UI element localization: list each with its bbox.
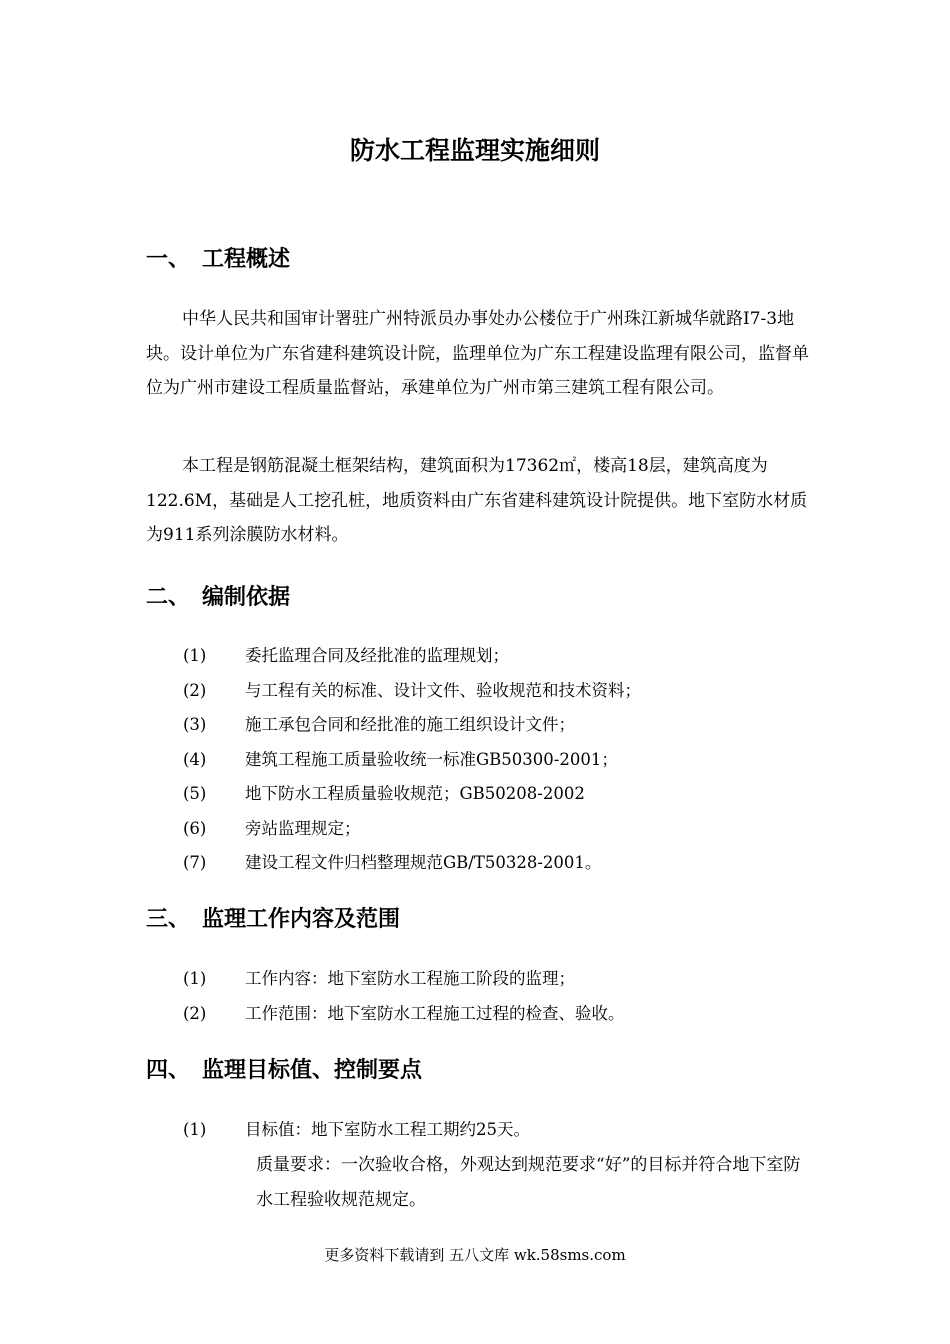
item-text: 目标值：地下室防水工程工期约25天。 [245,1120,530,1139]
item-number: (1) [183,646,207,665]
section-number: 四、 [146,1058,191,1083]
item-text: 工作范围：地下室防水工程施工过程的检查、验收。 [245,1003,625,1023]
targets-list [183,1113,530,1148]
item-number: (6) [183,818,207,838]
quality-requirement-text: 质量要求：一次验收合格，外观达到规范要求“好”的目标并符合地下室防水工程验收规范规定。 [256,1155,801,1210]
basis-list [183,639,641,881]
section-number: 一、 [146,247,191,272]
document-title: 防水工程监理实施细则 [349,136,600,165]
item-text: 施工承包合同和经批准的施工组织设计文件； [245,715,575,734]
item-number: (1) [183,969,207,988]
section-title: 监理工作内容及范围 [202,907,401,932]
list-item [183,708,641,743]
item-number: (5) [183,784,207,803]
list-item [183,777,641,812]
item-text: 地下防水工程质量验收规范；GB50208-2002 [245,784,585,803]
item-text: 与工程有关的标准、设计文件、验收规范和技术资料； [245,680,641,700]
list-item [183,997,625,1032]
paragraph-overview-1: 中华人民共和国审计署驻广州特派员办事处办公楼位于广州珠江新城华就路I7-3地块。设计单位为广东省建科建筑设计院，监理单位为广东工程建设监理有限公司，监督单位为广州市建设工程质量监督站，承建单位为广州市第三建筑工程有限公司。 [146,309,809,398]
item-text: 建设工程文件归档整理规范GB/T50328-2001。 [245,853,602,872]
section-heading-scope [146,906,400,934]
item-number: (2) [183,680,207,700]
list-item [183,639,641,674]
section-title: 工程概述 [202,247,291,272]
section-heading-overview [146,246,290,274]
item-number: (4) [183,749,207,769]
paragraph-overview-2: 本工程是钢筋混凝土框架结构，建筑面积为17362㎡，楼高18层，建筑高度为122.6M，基础是人工挖孔桩，地质资料由广东省建科建筑设计院提供。地下室防水材质为911系列涂膜防水材料。 [146,456,808,545]
item-text: 旁站监理规定； [245,818,361,838]
section-number: 三、 [146,907,191,932]
section-heading-basis [146,584,290,612]
item-text: 建筑工程施工质量验收统一标准GB50300-2001； [245,749,618,769]
list-item [183,962,625,997]
item-number: (2) [183,1003,207,1023]
section-heading-targets [146,1057,422,1085]
item-text: 委托监理合同及经批准的监理规划； [245,646,509,665]
section-title: 编制依据 [202,585,291,610]
list-item [183,846,641,881]
item-number: (1) [183,1120,207,1139]
item-text: 工作内容：地下室防水工程施工阶段的监理； [245,969,575,988]
item-number: (3) [183,715,207,734]
scope-list [183,962,625,1031]
item-number: (7) [183,853,207,872]
list-item [183,743,641,778]
list-item [183,1113,530,1148]
section-number: 二、 [146,585,191,610]
section-title: 监理目标值、控制要点 [202,1058,423,1083]
list-item [183,812,641,847]
list-item [183,674,641,709]
footer-note: 更多资料下载请到 五八文库 wk.58sms.com [324,1246,626,1264]
